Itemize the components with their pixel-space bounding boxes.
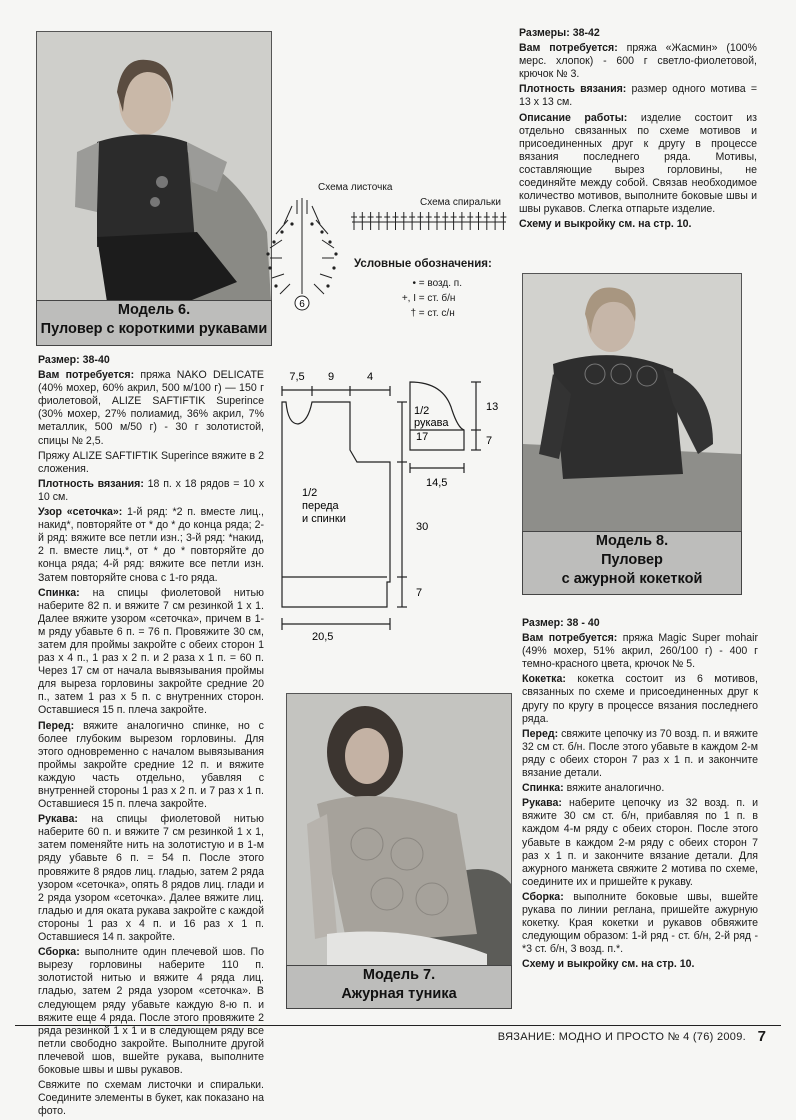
model6-pattern-label: Узор «сеточка»:: [38, 506, 123, 519]
dim-body-width: 20,5: [312, 631, 334, 643]
model8-caption-title: Модель 8.: [595, 533, 669, 549]
model8-back-label: Спинка:: [522, 782, 564, 795]
legend-title: Условные обозначения:: [354, 258, 492, 270]
dim-neck: 9: [327, 371, 335, 383]
model8-front-label: Перед:: [522, 727, 559, 740]
legend-symbol-sc: +, I: [401, 293, 416, 304]
model6-front-label: Перед:: [38, 719, 75, 732]
model8-yoke-label: Кокетка:: [522, 673, 566, 686]
sleeve-label-2: рукава: [414, 417, 449, 429]
model8-sleeves-label: Рукава:: [522, 797, 562, 810]
model6-assembly-2: Свяжите по схемам листочки и спиральки. Соедините элементы в букет, как показано на фото.: [38, 1079, 264, 1118]
model6-sleeves: на спицы фиолетовой нитью наберите 60 п. и вяжите 7 см резинкой 1 х 1, затем поменяйте нить на золотистую и в 1-м ряду убавьте 6 п. = 54 п. После этого провяжите 8 рядов лиц. гладью, затем 2 ряда узором «сеточка», опять 8 рядов лиц. глади и 2 ряда узором «сеточка». Далее вяжите лиц. гладью и для оката рукава закройте с каждой стороны 1 раз х 4 п. и 16 раз х 1 п. Оставшиеся 14 п. закройте.: [38, 813, 264, 944]
model6-density: 18 п. х 18 рядов = 10 х 10 см.: [38, 477, 265, 503]
dim-body-height: 30: [416, 521, 429, 533]
model7-caption-subtitle: Ажурная туника: [341, 986, 457, 1002]
model7-materials-label: Вам потребуется:: [519, 42, 618, 55]
model7-density: размер одного мотива = 13 х 13 см.: [519, 83, 758, 109]
model8-reference: Схему и выкройку см. на стр. 10.: [522, 958, 695, 971]
model6-instructions: [38, 354, 264, 1120]
model7-caption-title: Модель 7.: [362, 967, 436, 983]
model7-photo: [286, 693, 512, 985]
model8-front: свяжите цепочку из 70 возд. п. и вяжите 32 см ст. б/н. После этого убавьте в каждом 2-м ряду с обеих сторон 7 раз х 1 п. и закончите вязание детали.: [522, 727, 758, 780]
model6-size-label: Размер:: [38, 354, 80, 366]
legend-text-chain: = возд. п.: [418, 278, 462, 289]
model6-caption-subtitle: Пуловер с короткими рукавами: [40, 321, 268, 337]
model7-desc-label: Описание работы:: [519, 111, 628, 124]
legend-item-sc: [396, 291, 462, 306]
model6-caption-title: Модель 6.: [117, 302, 191, 318]
model6-size: 38-40: [82, 354, 110, 366]
model8-assembly: выполните боковые швы, вшейте рукава по линии реглана, пришейте ажурную кокетку. Края кокетки и рукавов обвяжите следующим образом: 1-й ряд - ст. б/н, 2-й ряд - *3 ст. б/н, 3 возд. п.*.: [522, 890, 758, 956]
leaf-chart-title: Схема листочка: [318, 182, 393, 193]
dim-sleeve-cuff: 7: [486, 435, 493, 447]
legend-symbol-dc: †: [410, 308, 416, 319]
model7-caption: [286, 965, 512, 1009]
model6-materials: пряжа NAKO DELICATE (40% мохер, 60% акрил, 500 м/100 г) — 150 г фиолетовой, ALIZE SAFTIFTIK Superince (30% мохер, 27% полиамид, 36% акрил, 7% металлик, 500 м/50 г) - 30 г золотистой, спицы № 2,5.: [38, 369, 265, 447]
page-number: 7: [757, 1028, 766, 1045]
legend-symbol-chain: •: [412, 278, 416, 289]
sleeve-label-1: 1/2: [414, 405, 430, 417]
model7-figure-illustration: [287, 694, 511, 984]
spiral-chart-diagram: [350, 210, 510, 232]
model7-reference: Схему и выкройку см. на стр. 10.: [519, 218, 692, 231]
body-piece-label-2: переда: [302, 500, 339, 512]
model6-front: вяжите аналогично спинке, но с более глубоким вырезом горловины. Для этого одновременно с началом вывязывания проймы закройте средние 12 п. и вяжите каждую часть отдельно, убавляя с внутренней стороны 1 раз х 2 п. и 7 раз х 1 п. Оставшиеся 15 п. плеча закройте.: [38, 719, 264, 811]
model7-materials: пряжа «Жасмин» (100% мерс. хлопок) - 600 г светло-фиолетовой, крючок № 3.: [519, 42, 757, 81]
model8-materials-label: Вам потребуется:: [522, 632, 618, 645]
model8-size-label: Размер:: [522, 617, 564, 629]
model6-sleeves-label: Рукава:: [38, 813, 78, 826]
model8-sleeves: наберите цепочку из 32 возд. п. и вяжите 30 см ст. б/н, прибавляя по 1 п. в каждом 4-м ряду с обеих сторон. После этого убавьте в каждом 2-м ряду с обеих сторон 7 раз х 1 п. и закончите вязание детали. Для ажурного манжета свяжите 2 мотива по схеме, соедините их и пришейте к рукаву.: [522, 797, 758, 888]
body-piece-label-3: и спинки: [302, 513, 346, 525]
dim-sleeve-cap: 13: [486, 401, 499, 413]
sleeve-schematic: [400, 376, 520, 496]
legend-item-dc: [396, 306, 462, 321]
model6-back-label: Спинка:: [38, 586, 80, 599]
model6-photo: [36, 31, 272, 303]
spiral-chart-title: Схема спиральки: [420, 197, 502, 208]
model6-pattern: 1-й ряд: *2 п. вместе лиц., накид*, повторяйте от * до * до конца ряда; 2-й ряд: вяжите все петли изн.; 3-й ряд: *накид, 2 п. вместе лиц.*, от * до * повторяйте до конца ряда; 4-й ряд: вяжите все петли изн. Затем повторяйте снова с 1-го ряда.: [38, 506, 264, 584]
legend-item-chain: [396, 276, 462, 291]
model6-yarn-note: Пряжу ALIZE SAFTIFTIK Superince вяжите в 2 сложения.: [38, 449, 264, 475]
model8-caption-subtitle-1: Пуловер: [601, 552, 663, 568]
model7-density-label: Плотность вязания:: [519, 83, 627, 96]
dim-sleeve-width: 14,5: [426, 477, 448, 489]
model8-back: вяжите аналогично.: [566, 782, 665, 795]
model6-assembly: выполните один плечевой шов. По вырезу горловины наберите 110 п. золотистой нитью и вяжите 4 ряда лиц. гладью, затем 2 ряда узором «сеточка». В следующем ряду убавьте каждую 8-ю п. и вяжите еще 4 ряда. После этого провяжите 2 ряда резинкой 1 х 1 и в следующем ряду все петли свободно закройте. Выполните другой плечевой шов, вшейте рукава, выполните боковые швы и швы рукавов.: [38, 946, 264, 1076]
model7-instructions: [519, 27, 757, 233]
model8-photo: [522, 273, 742, 533]
model8-figure-illustration: [523, 274, 741, 532]
crochet-charts: [262, 180, 512, 330]
model7-desc: изделие состоит из отдельно связанных по схеме мотивов и присоединенных друг к другу в процессе вязания последнего ряда. Мотивы, составляющие вырез горловины, не соединяйте между собой. Связав необходимое количество мотивов, выполните боковые швы и швы рукавов. Слегка отпарьте изделие.: [519, 111, 757, 216]
model8-caption: [522, 531, 742, 595]
model8-materials: пряжа Magic Super mohair (49% мохер, 51% акрил, 260/100 г) - 400 г темно-красного цвета, крючок № 5.: [522, 632, 759, 671]
leaf-chart-number: 6: [299, 299, 305, 310]
model7-size-label: Размеры:: [519, 27, 570, 39]
dim-rib-height: 7: [416, 587, 423, 599]
model8-caption-subtitle-2: с ажурной кокеткой: [561, 571, 703, 587]
model6-figure-illustration: [37, 32, 271, 302]
model6-materials-label: Вам потребуется:: [38, 369, 135, 382]
page-footer: [0, 1025, 796, 1055]
dim-shoulder: 7,5: [289, 371, 305, 383]
legend-list: [396, 276, 462, 321]
magazine-title: ВЯЗАНИЕ: МОДНО И ПРОСТО № 4 (76) 2009.: [497, 1031, 746, 1043]
body-piece-label-1: 1/2: [302, 487, 318, 499]
model6-caption: [36, 300, 272, 346]
model8-instructions: [522, 617, 758, 973]
legend-text-dc: = ст. с/н: [418, 308, 455, 319]
model8-assembly-label: Сборка:: [522, 890, 564, 903]
model6-back: на спицы фиолетовой нитью наберите 82 п. и вяжите 7 см резинкой 1 х 1. Далее вяжите узором «сеточка», причем в 1-м ряду убавьте 6 п. = 76 п. Провяжите 30 см, затем для проймы закройте с обеих сторон 1 раз х 4 п., 1 раз х 2 п. и 2 раза х 1 п. = 60 п. Через 17 см от начала вывязывания проймы для выреза горловины закройте средние 20 п., затем 1 раз х 5 п. с внутренних сторон. Оставшиеся 15 п. плеча закройте.: [38, 586, 264, 717]
model8-yoke: кокетка состоит из 6 мотивов, связанных по схеме и присоединенных друг к другу по кругу в процессе вязания последнего ряда.: [522, 673, 758, 725]
model6-density-label: Плотность вязания:: [38, 477, 144, 490]
model6-assembly-label: Сборка:: [38, 946, 80, 959]
legend-text-sc: = ст. б/н: [418, 293, 456, 304]
model7-size: 38-42: [572, 27, 600, 39]
model8-size: 38 - 40: [566, 617, 600, 629]
middle-column-continuation: [276, 27, 502, 175]
dim-armhole-width: 4: [366, 371, 374, 383]
leaf-chart-diagram: [262, 194, 342, 312]
dim-armhole-height: 17: [416, 431, 429, 443]
footer-rule: [15, 1025, 781, 1026]
